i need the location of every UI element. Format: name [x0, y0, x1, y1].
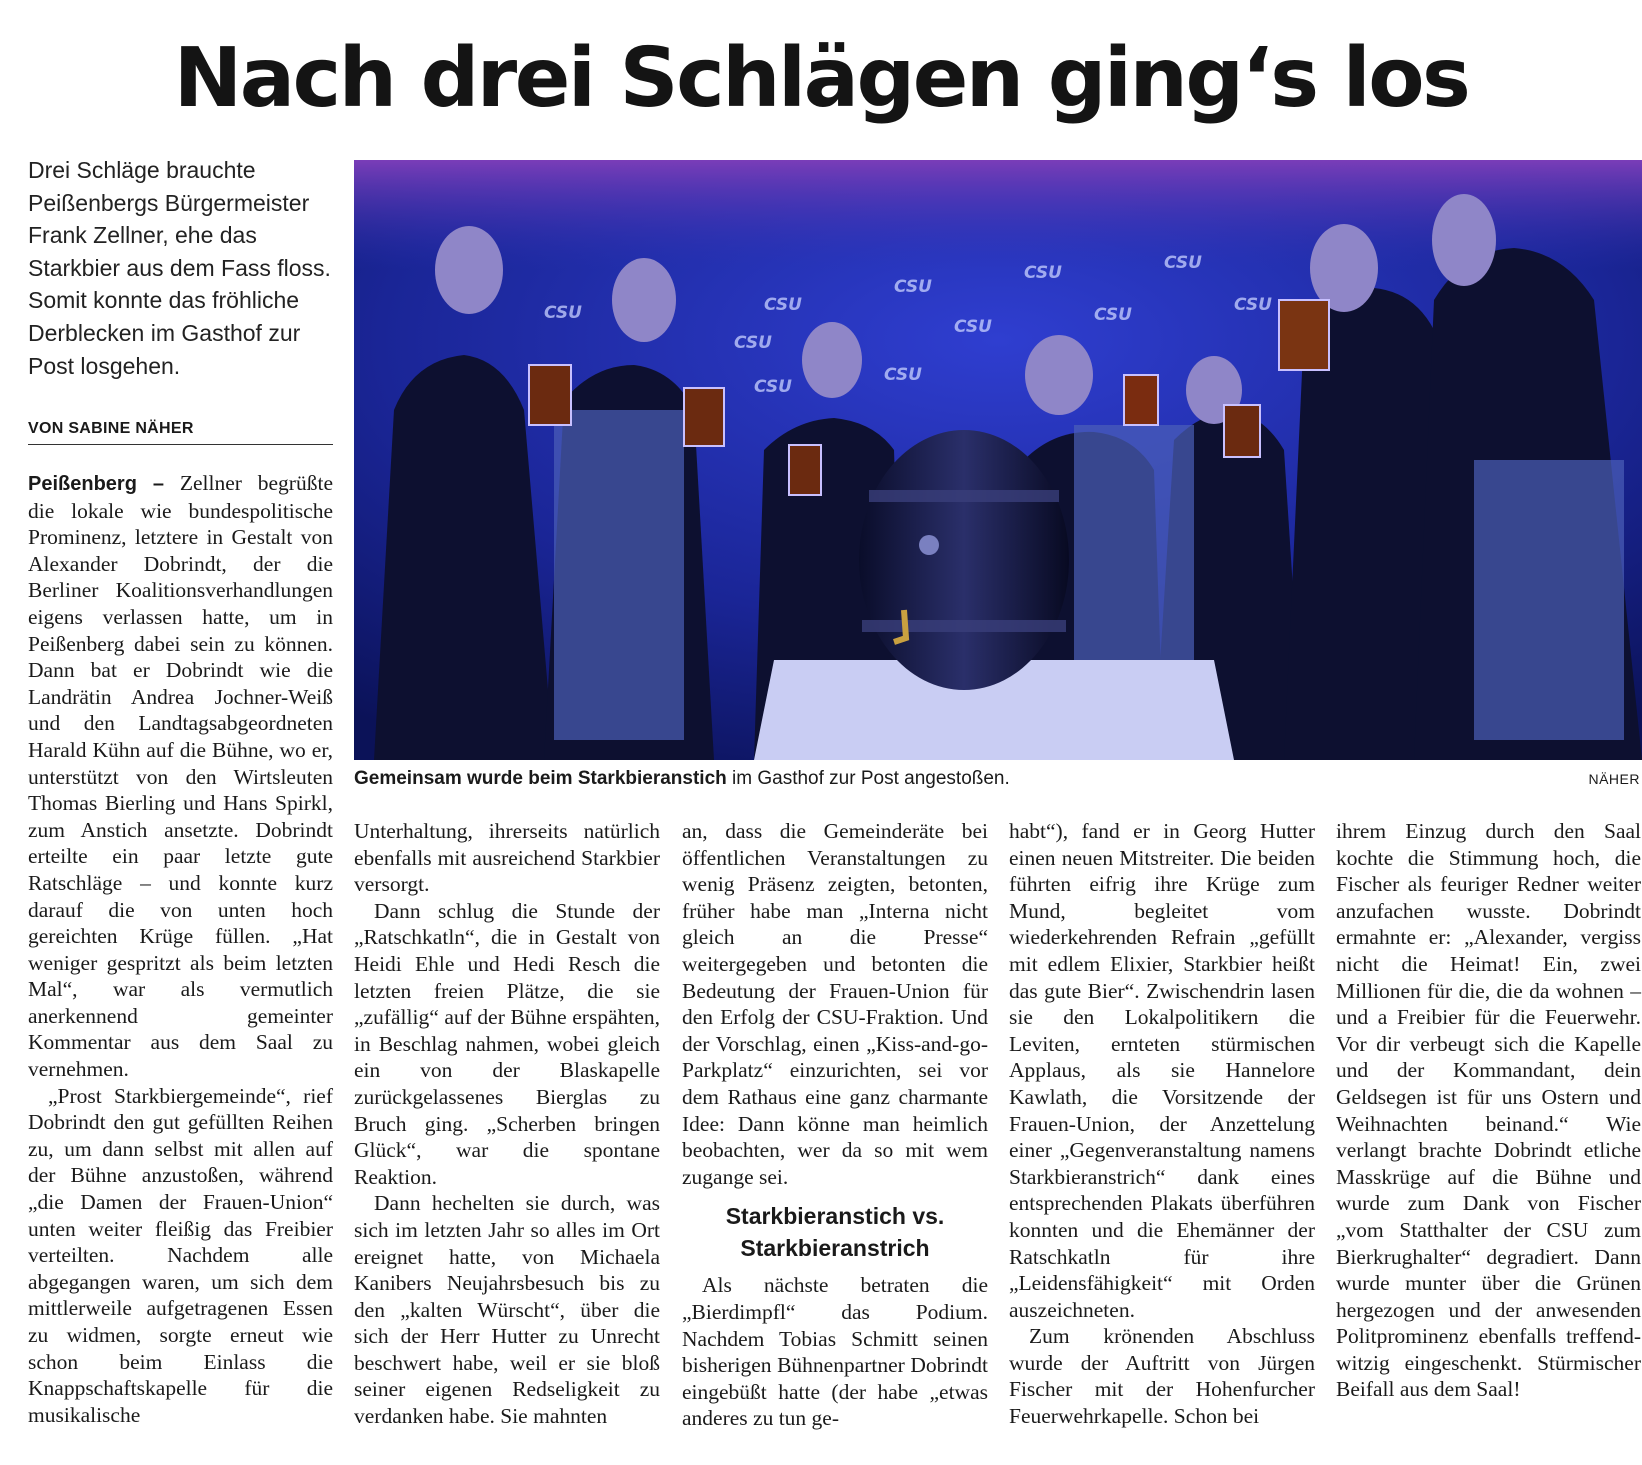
csu-sign: CSU — [954, 317, 992, 337]
csu-sign: CSU — [1234, 295, 1272, 315]
paragraph: an, dass die Gemeinderäte bei öffentlichen Veranstaltungen zu wenig Präsenz zeigten, betonten, früher habe man „Interna nicht gleich an die Presse“ weitergegeben und betonten die Bedeutung der Frauen-Union für den Erfolg der CSU-Fraktion. Und der Vorschlag, einen „Kiss-and-go-Parkplatz“ einzurichten, sei vor dem Rathaus eine ganz charmante Idee: Dann könne man heimlich beobachten, wer da so mit wem zugange sei. — [682, 819, 988, 1189]
paragraph: Dann schlug die Stunde der „Ratschkatln“, die in Gestalt von Heidi Ehle und Hedi Resch die letzten freien Plätze, die sie „zufällig“ auf der Bühne erspähten, in Beschlag nahmen, wobei gleich ein von der Blaskapelle zurückgelassenes Bierglas zu Bruch ging. „Scherben bringen Glück“, war die spontane Reaktion. — [354, 898, 660, 1189]
csu-sign: CSU — [734, 333, 772, 353]
paragraph: habt“), fand er in Georg Hutter einen neuen Mitstreiter. Die beiden führten eifrig ihre Krüge zum Mund, begleitet vom wiederkehrenden Refrain „gefüllt mit edlem Elixier, Starkbier heißt das gute Bier“. Zwischendrin lasen sie den Lokalpolitikern die Leviten, ernteten stürmischen Applaus, als sie Hannelore Kawlath, die Vorsitzende der Frauen-Union, der Anzettelung einer „Gegenveranstaltung namens Starkbieranstrich“ dank eines entsprechenden Plakats überführen konnten und die Ehemänner der Ratschkatln für ihre „Leidensfähigkeit“ mit Orden auszeichneten. — [1009, 819, 1315, 1322]
csu-sign: CSU — [764, 295, 802, 315]
article-column-1 — [28, 470, 333, 1428]
photo-credit: NÄHER — [1588, 771, 1640, 787]
lead-text: Drei Schläge brauchte Peißenbergs Bürgermeister Frank Zellner, ehe das Starkbier aus dem Fass floss. Somit konnte das fröhliche Derblecken im Gasthof zur Post losgehen. — [28, 157, 331, 379]
paragraph: ihrem Einzug durch den Saal kochte die Stimmung hoch, die Fischer als feuriger Redner weiter anzufachen wusste. Dobrindt ermahnte er: „Alexander, vergiss nicht die Heimat! Ein, zwei Millionen für die, die da wohnen – und a Freibier für die Feuerwehr. Vor dir verbeugt sich die Kapelle und der Kommandant, dein Geldsegen ist für uns Ostern und Weihnachten beinand.“ Wie verlangt brachte Dobrindt etliche Masskrüge auf die Bühne und wurde zum Dank von Fischer „vom Statthalter der CSU zum Bierkrughalter“ degradiert. Dann wurde munter über die Grünen hergezogen und der anwesenden Politprominenz ebenfalls treffend-witzig eingeschenkt. Stürmischer Beifall aus dem Saal! — [1336, 819, 1641, 1402]
csu-sign: CSU — [1094, 305, 1132, 325]
csu-sign: CSU — [1024, 263, 1062, 283]
photo-illustration — [354, 160, 1642, 760]
paragraph: Zum krönenden Abschluss wurde der Auftritt von Jürgen Fischer mit der Hohenfurcher Feuerwehrkapelle. Schon bei — [1009, 1324, 1315, 1429]
csu-sign: CSU — [544, 303, 582, 323]
article-column-2 — [354, 818, 660, 1430]
caption-text: im Gasthof zur Post angestoßen. — [726, 768, 1010, 789]
article-column-5 — [1336, 818, 1641, 1403]
paragraph: „Prost Starkbiergemeinde“, rief Dobrindt den gut gefüllten Reihen zu, um dann selbst mit allen auf der Bühne anzustoßen, während „die Damen der Frauen-Union“ unten weiter fleißig das Freibier verteilten. Nachdem alle abgegangen waren, um sich dem mittlerweile aufgetragenen Essen zu widmen, sorgte erneut wie schon beim Einlass die Knappschaftskapelle für die musikalische — [28, 1083, 333, 1427]
csu-sign: CSU — [754, 377, 792, 397]
article-column-4 — [1009, 818, 1315, 1430]
article-column-3 — [682, 818, 988, 1432]
csu-sign: CSU — [1164, 253, 1202, 273]
paragraph: Als nächste betraten die „Bierdimpfl“ das Podium. Nachdem Tobias Schmitt seinen bisherigen Bühnenpartner Dobrindt eingebüßt hatte (der habe „etwas anderes zu tun ge- — [682, 1273, 988, 1431]
article-photo — [354, 160, 1642, 760]
paragraph — [28, 470, 333, 1083]
paragraph: Unterhaltung, ihrerseits natürlich ebenfalls mit ausreichend Starkbier versorgt. — [354, 819, 660, 897]
paragraph: Dann hechelten sie durch, was sich im letzten Jahr so alles im Ort ereignet hatte, von Michaela Kanibers Neujahrsbesuch bis zu den „kalten Würscht“, über die sich der Herr Hutter zu Unrecht beschwert habe, weil er sie bloß seiner eigenen Redseligkeit zu verdanken habe. Sie mahnten — [354, 1191, 660, 1429]
photo-caption — [354, 766, 1642, 792]
csu-sign: CSU — [894, 277, 932, 297]
csu-sign: CSU — [884, 365, 922, 385]
subheading: Starkbieranstich vs. Starkbieranstrich — [725, 1203, 945, 1262]
dateline: Peißenberg – — [28, 473, 165, 495]
caption-bold: Gemeinsam wurde beim Starkbieranstich — [354, 768, 727, 789]
headline: Nach drei Schlägen ging‘s los — [173, 31, 1469, 126]
byline: VON SABINE NÄHER — [28, 420, 333, 445]
paragraph-text: Zellner begrüßte die lokale wie bundespolitische Prominenz, letztere in Gestalt von Alexander Dobrindt, der die Berliner Koalitionsverhandlungen eigens verlassen hatte, um in Peißenberg dabei sein zu können. Dann bat er Dobrindt wie die Landrätin Andrea Jochner-Weiß und den Landtagsabgeordneten Harald Kühn auf die Bühne, wo er, unterstützt von den Wirtsleuten Thomas Bierling und Hans Spirkl, zum Anstich ansetzte. Dobrindt erteilte ein paar letzte gute Ratschläge – und konnte kurz darauf die von unten hoch gereichten Krüge füllen. „Hat weniger gespritzt als beim letzten Mal“, war als vermutlich anerkennend gemeinter Kommentar aus dem Saal zu vernehmen. — [28, 471, 333, 1082]
